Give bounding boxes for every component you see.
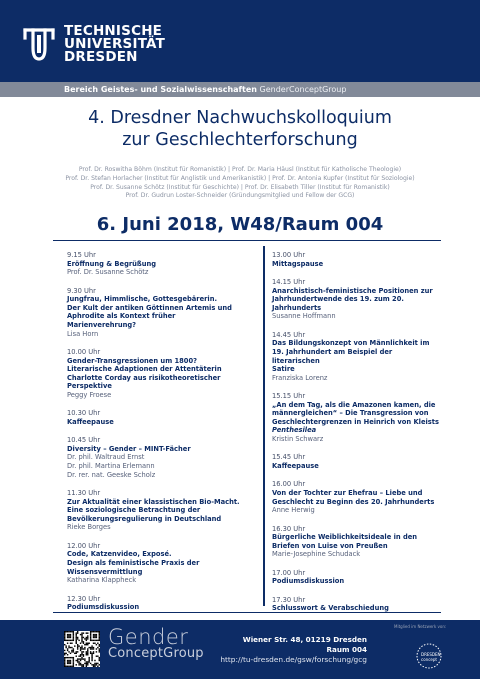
professors-line: Prof. Dr. Stefan Horlacher (Institut für Anglistik und Amerikanistik) | Prof. Dr. Antonia Kupfer (Institut für Soziologie) — [65, 174, 415, 182]
program-time: 17.30 Uhr — [272, 595, 306, 604]
program-title-line: Jungfrau, Himmlische, Gottesgebärerin. — [67, 295, 218, 304]
program-item — [272, 392, 442, 444]
program-time: 12.30 Uhr — [67, 594, 101, 603]
tu-dresden-logo-icon — [22, 26, 56, 64]
qr-code-icon — [64, 631, 100, 667]
program-time: 13.00 Uhr — [272, 251, 306, 259]
program-time: 12.00 Uhr — [67, 541, 101, 550]
program-title-line: Design als feministische Praxis der — [67, 559, 200, 567]
program-time: 14.45 Uhr — [272, 330, 306, 339]
program-title-line: Diversity – Gender – MINT-Fächer — [67, 444, 191, 453]
faculty-line — [64, 83, 346, 96]
program-title-line: Mittagspause — [272, 259, 324, 268]
website-link[interactable]: http://tu-dresden.de/gsw/forschung/gcg — [220, 655, 367, 664]
event-date: 6. Juni 2018, W48/Raum 004 — [96, 214, 384, 235]
program-title-line: Zur Aktualität einer klassistischen Bio-Macht. — [67, 497, 240, 506]
program-title-line: Briefen von Luise von Preußen — [272, 541, 388, 550]
program-item — [272, 480, 442, 514]
program-item — [272, 525, 442, 559]
university-name-line: TECHNISCHE — [64, 23, 163, 39]
program-time: 14.15 Uhr — [272, 277, 306, 286]
program-title-line: Jahrhundertwende des 19. zum 20. — [272, 295, 404, 304]
program-time: 10.00 Uhr — [67, 347, 101, 356]
page-title — [0, 107, 480, 151]
program-title-line: Gender-Transgressionen um 1800? — [67, 356, 197, 365]
program-speaker: Rieke Borges — [67, 523, 111, 532]
program-title-line: Eröffnung & Begrüßung — [67, 259, 157, 268]
program-item — [272, 331, 442, 383]
program-speaker: Peggy Froese — [67, 390, 112, 399]
program-title-line: Podiumsdiskussion — [272, 577, 345, 586]
program-item — [272, 251, 442, 268]
program-title-line: Charlotte Corday aus risikotheoretischer — [67, 373, 221, 382]
program-item — [272, 453, 442, 470]
program-title-line: Eine soziologische Betrachtung der — [67, 506, 201, 515]
program-speaker: Marie-Josephine Schudack — [272, 550, 361, 559]
program-title-line: Wissensvermittlung — [67, 567, 143, 576]
program-item — [67, 595, 257, 612]
group-name: GenderConceptGroup — [259, 85, 347, 94]
program-time: 15.15 Uhr — [272, 392, 306, 401]
program-item — [67, 436, 257, 479]
program-time: 10.30 Uhr — [67, 409, 101, 418]
address-line-1: Wiener Str. 48, 01219 Dresden — [242, 635, 367, 644]
program-speaker: Dr. phil. Waltraud Ernst — [67, 453, 145, 462]
program-speaker: Katharina Klappheck — [67, 576, 137, 585]
program-title-line: Aphrodite als Kontext früher — [67, 312, 176, 321]
program-title-line: „An dem Tag, als die Amazonen kamen, die — [272, 400, 436, 409]
program-title-line: Das Bildungskonzept von Männlichkeit im — [272, 339, 430, 348]
program-divider — [263, 246, 265, 606]
program-title-italic: Penthesilea — [272, 426, 317, 435]
program-title-line: Der Kult der antiken Göttinnen Artemis und — [67, 303, 232, 312]
program-speaker: Dr. phil. Martina Erlemann — [67, 462, 155, 471]
professors-line: Prof. Dr. Susanne Schötz (Institut für Geschichte) | Prof. Dr. Elisabeth Tiller (Institut für Romanistik) — [90, 183, 390, 191]
program-title-line: Kaffeepause — [67, 417, 114, 426]
program-time: 10.45 Uhr — [67, 436, 101, 445]
network-logo-text — [421, 652, 441, 662]
program-title-line: Jahrhunderts — [272, 303, 322, 312]
professors-line: Prof. Dr. Roswitha Böhm (Institut für Romanistik) | Prof. Dr. Maria Häusl (Institut für Katholische Theologie) — [78, 166, 402, 173]
program-speaker: Susanne Hoffmann — [272, 312, 336, 321]
university-name-line: UNIVERSITÄT — [64, 36, 166, 52]
logo-line-2: ConceptGroup — [108, 646, 204, 661]
program-speaker: Prof. Dr. Susanne Schötz — [67, 268, 149, 277]
program-speaker: Franziska Lorenz — [272, 373, 328, 382]
program-item — [67, 542, 257, 585]
program-title-line: Geschlecht zu Beginn des 20. Jahrhunderts — [272, 497, 435, 506]
title-line-2: zur Geschlechterforschung — [122, 130, 358, 150]
program-title-line: Geschlechtergrenzen in Heinrich von Kleists — [272, 417, 439, 426]
professors-list — [0, 166, 480, 201]
program-speaker: Anne Herwig — [272, 506, 315, 515]
program-title-line: Marienverehrung? — [67, 320, 137, 329]
program-column-left — [67, 251, 257, 622]
program-time: 15.45 Uhr — [272, 453, 306, 462]
program-title-line — [272, 426, 442, 435]
program-title-line: Anarchistisch-feministische Positionen zur — [272, 286, 433, 295]
program-speaker: Kristin Schwarz — [272, 435, 324, 444]
gendercg-logo — [108, 625, 204, 663]
network-logo-line-1: DRESDEN — [421, 652, 441, 657]
program-column-right — [272, 251, 442, 623]
address-line-2: Raum 004 — [326, 645, 367, 654]
program-item — [67, 251, 257, 277]
footer-address — [220, 635, 367, 665]
program-item — [272, 278, 442, 321]
program-time: 16.30 Uhr — [272, 524, 306, 533]
program-title-line: Bürgerliche Weiblichkeitsideale in den — [272, 533, 418, 542]
program-title-line: Kaffeepause — [272, 462, 319, 471]
program-item — [67, 348, 257, 400]
program-speaker: Dr. rer. nat. Geeske Scholz — [67, 470, 156, 479]
program-title-line: Podiumsdiskussion — [67, 603, 140, 612]
program-title-line: männergleichen“ – Die Transgression von — [272, 409, 429, 418]
program-title-line: Von der Tochter zur Ehefrau – Liebe und — [272, 489, 423, 498]
program-title-line: Bevölkerungsregulierung in Deutschland — [67, 514, 222, 523]
logo-line-1: Gender — [108, 625, 189, 649]
program-title-line: Perspektive — [67, 382, 112, 391]
university-name — [64, 25, 165, 64]
program-item — [272, 596, 442, 613]
program-title-line: Schlusswort & Verabschiedung — [272, 604, 389, 613]
professors-line: Prof. Dr. Gudrun Loster-Schneider (Gründungsmitglied und Fellow der GCG) — [125, 192, 355, 200]
program-item — [67, 287, 257, 339]
faculty-name: Bereich Geistes- und Sozialwissenschaften — [64, 85, 257, 94]
program-speaker: Lisa Horn — [67, 329, 99, 338]
program-title-line: Satire — [272, 365, 295, 374]
program-time: 11.30 Uhr — [67, 489, 101, 498]
program-time: 17.00 Uhr — [272, 568, 306, 577]
program-time: 9.15 Uhr — [67, 251, 96, 259]
network-logo-line-2: concept — [421, 657, 437, 662]
university-name-line: DRESDEN — [64, 49, 138, 65]
program-item — [67, 409, 257, 426]
program-item — [67, 489, 257, 532]
network-label: Mitglied im Netzwerk von: — [394, 624, 447, 629]
program-title-line: Code, Katzenvideo, Exposé. — [67, 550, 172, 559]
program-title-line: 19. Jahrhundert am Beispiel der literarischen — [272, 347, 393, 365]
program-time: 16.00 Uhr — [272, 480, 306, 489]
program-time: 9.30 Uhr — [67, 286, 96, 295]
program-title-line: Literarische Adaptionen der Attentäterin — [67, 365, 222, 374]
program-item — [272, 569, 442, 586]
title-line-1: 4. Dresdner Nachwuchskolloquium — [88, 108, 392, 128]
